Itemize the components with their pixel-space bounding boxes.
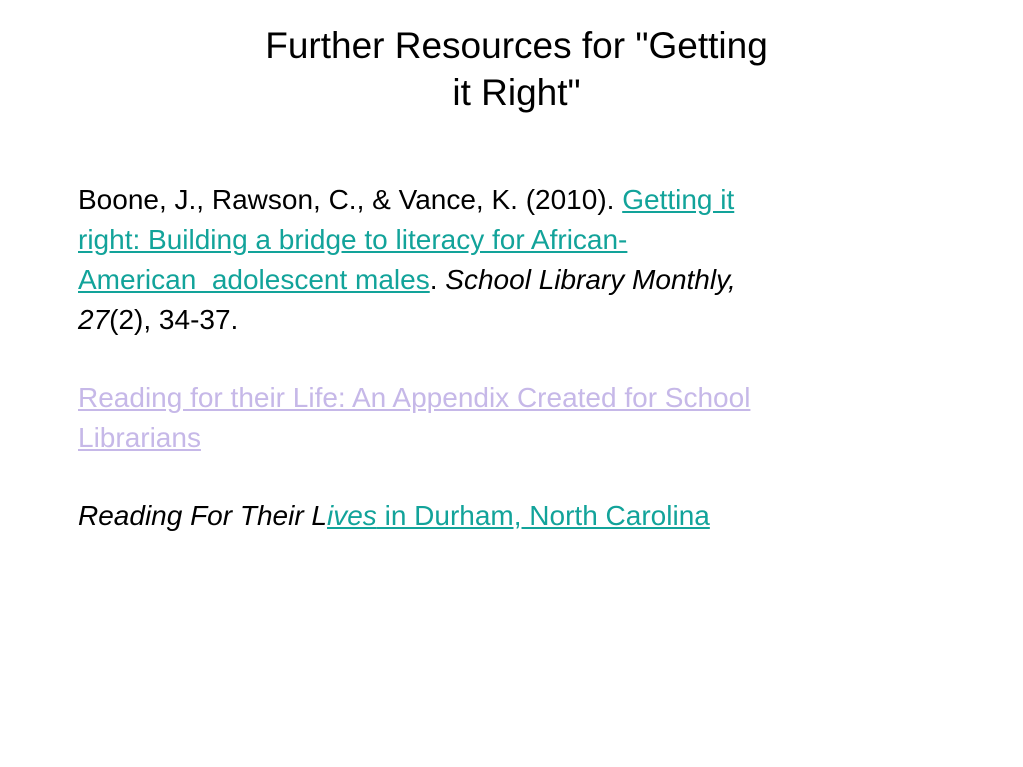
citation-link-part-2[interactable]: right: Building a bridge to literacy for African- xyxy=(78,224,628,255)
durham-line xyxy=(78,496,938,536)
slide-title-line-2: it Right" xyxy=(452,72,581,113)
durham-link-rest: in Durham, North Carolina xyxy=(376,500,710,531)
citation-authors-year: Boone, J., Rawson, C., & Vance, K. (2010). xyxy=(78,184,623,215)
durham-prefix: Reading For Their L xyxy=(78,500,328,531)
slide-content xyxy=(78,180,938,536)
durham-link-italic: ives xyxy=(327,500,377,531)
citation-line-2 xyxy=(78,220,938,260)
citation-line-1 xyxy=(78,180,938,220)
durham-link[interactable] xyxy=(327,500,710,531)
spacer xyxy=(78,340,938,378)
citation-issue-pages: (2), 34-37. xyxy=(109,304,239,335)
slide-title xyxy=(120,22,913,116)
durham-paragraph xyxy=(78,496,938,536)
citation-line-4 xyxy=(78,300,938,340)
citation-journal: School Library Monthly, xyxy=(445,264,736,295)
resource-link-part-1[interactable]: Reading for their Life: An Appendix Created for School xyxy=(78,382,751,413)
slide-title-line-1: Further Resources for "Getting xyxy=(265,25,768,66)
citation-period: . xyxy=(429,264,446,295)
citation-paragraph xyxy=(78,180,938,340)
spacer xyxy=(78,458,938,496)
resource-line-2 xyxy=(78,418,938,458)
citation-line-3 xyxy=(78,260,938,300)
resource-paragraph xyxy=(78,378,938,458)
citation-link-part-3[interactable]: American adolescent males xyxy=(78,264,430,295)
resource-line-1 xyxy=(78,378,938,418)
citation-volume: 27 xyxy=(78,304,110,335)
citation-link-part-1[interactable]: Getting it xyxy=(622,184,735,215)
resource-link-part-2[interactable]: Librarians xyxy=(78,422,201,453)
